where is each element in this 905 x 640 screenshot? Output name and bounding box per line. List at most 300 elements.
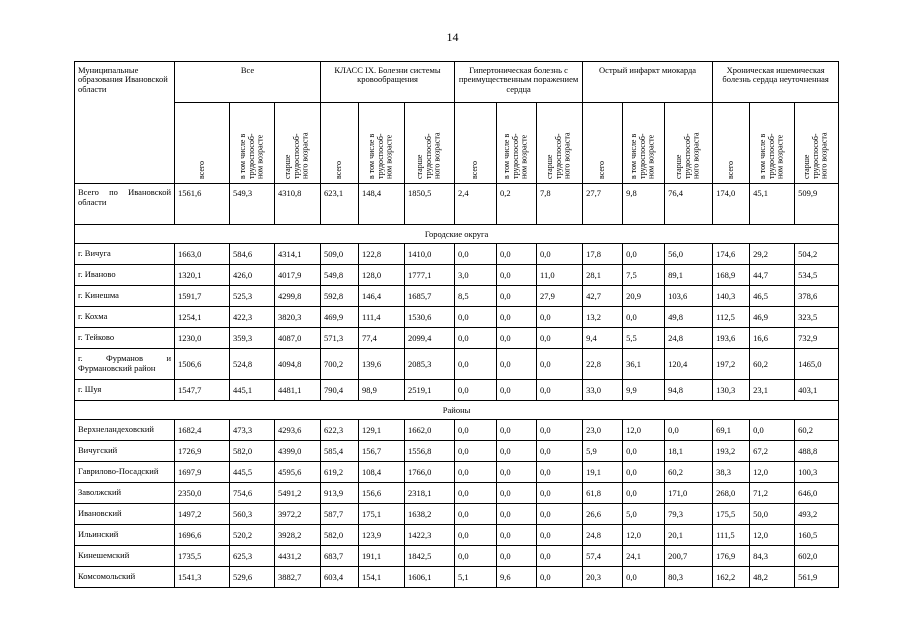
value-cell: 0,0: [497, 307, 537, 328]
table-row: [75, 420, 839, 441]
subheader-total: [583, 103, 623, 184]
table-row: [75, 286, 839, 307]
value-cell: 3820,3: [275, 307, 321, 328]
value-cell: 625,3: [230, 546, 275, 567]
value-cell: 50,0: [750, 504, 795, 525]
subheader-label: в том числе в трудоспособ- ном возрасте: [629, 133, 656, 179]
value-cell: 0,0: [497, 286, 537, 307]
value-cell: 0,0: [455, 380, 497, 401]
subheader-label: в том числе в трудоспособ- ном возрасте: [237, 133, 265, 179]
value-cell: 1410,0: [405, 244, 455, 265]
value-cell: 0,0: [623, 244, 665, 265]
value-cell: 146,4: [359, 286, 405, 307]
value-cell: 9,4: [583, 328, 623, 349]
value-cell: 13,2: [583, 307, 623, 328]
value-cell: 140,3: [713, 286, 750, 307]
value-cell: 571,3: [321, 328, 359, 349]
value-cell: 0,0: [497, 462, 537, 483]
value-cell: 71,2: [750, 483, 795, 504]
value-cell: 79,3: [665, 504, 713, 525]
section-row: [75, 225, 839, 244]
table-row: [75, 546, 839, 567]
value-cell: 48,2: [750, 567, 795, 588]
value-cell: 12,0: [623, 420, 665, 441]
value-cell: 0,0: [455, 441, 497, 462]
value-cell: 1465,0: [795, 349, 839, 380]
value-cell: 19,1: [583, 462, 623, 483]
value-cell: 129,1: [359, 420, 405, 441]
value-cell: 0,0: [537, 462, 583, 483]
value-cell: 7,8: [537, 184, 583, 225]
value-cell: 5491,2: [275, 483, 321, 504]
subheader-label: в том числе в трудоспособ- ном возрасте: [367, 133, 394, 179]
value-cell: 22,8: [583, 349, 623, 380]
value-cell: 122,8: [359, 244, 405, 265]
value-cell: 160,5: [795, 525, 839, 546]
table-row: [75, 483, 839, 504]
value-cell: 123,9: [359, 525, 405, 546]
value-cell: 42,7: [583, 286, 623, 307]
value-cell: 0,0: [623, 441, 665, 462]
value-cell: 38,3: [713, 462, 750, 483]
value-cell: 0,0: [497, 441, 537, 462]
value-cell: 130,3: [713, 380, 750, 401]
value-cell: 1506,6: [175, 349, 230, 380]
value-cell: 2099,4: [405, 328, 455, 349]
value-cell: 1497,2: [175, 504, 230, 525]
value-cell: 603,4: [321, 567, 359, 588]
value-cell: 1850,5: [405, 184, 455, 225]
value-cell: 1320,1: [175, 265, 230, 286]
group-header-ischemic: Хроническая ишемическая болезнь сердца неуточненная: [713, 62, 839, 103]
value-cell: 24,1: [623, 546, 665, 567]
value-cell: 754,6: [230, 483, 275, 504]
table-row: [75, 525, 839, 546]
value-cell: 1541,3: [175, 567, 230, 588]
subheader-working-age: [359, 103, 405, 184]
value-cell: 1735,5: [175, 546, 230, 567]
subheader-over-working-age: [275, 103, 321, 184]
subheader-label: старше трудоспособ- ного возраста: [283, 132, 310, 179]
value-cell: 60,2: [750, 349, 795, 380]
value-cell: 44,7: [750, 265, 795, 286]
value-cell: 4595,6: [275, 462, 321, 483]
value-cell: 549,3: [230, 184, 275, 225]
group-header-infarction: Острый инфаркт миокарда: [583, 62, 713, 103]
value-cell: 4314,1: [275, 244, 321, 265]
value-cell: 1726,9: [175, 441, 230, 462]
value-cell: 0,0: [497, 380, 537, 401]
value-cell: 0,0: [455, 504, 497, 525]
value-cell: 9,6: [497, 567, 537, 588]
value-cell: 0,0: [537, 525, 583, 546]
subheader-label: всего: [196, 160, 206, 179]
value-cell: 0,0: [537, 328, 583, 349]
value-cell: 23,1: [750, 380, 795, 401]
table-row: [75, 244, 839, 265]
value-cell: 4299,8: [275, 286, 321, 307]
group-header-all: Все: [175, 62, 321, 103]
value-cell: 1606,1: [405, 567, 455, 588]
table-row: [75, 567, 839, 588]
subheader-label: всего: [470, 160, 480, 179]
value-cell: 378,6: [795, 286, 839, 307]
value-cell: 111,5: [713, 525, 750, 546]
value-cell: 445,1: [230, 380, 275, 401]
value-cell: 623,1: [321, 184, 359, 225]
value-cell: 0,0: [537, 546, 583, 567]
value-cell: 84,3: [750, 546, 795, 567]
value-cell: 20,1: [665, 525, 713, 546]
value-cell: 2085,3: [405, 349, 455, 380]
value-cell: 0,0: [537, 380, 583, 401]
value-cell: 700,2: [321, 349, 359, 380]
value-cell: 504,2: [795, 244, 839, 265]
value-cell: 197,2: [713, 349, 750, 380]
value-cell: 1230,0: [175, 328, 230, 349]
value-cell: 0,0: [623, 307, 665, 328]
value-cell: 18,1: [665, 441, 713, 462]
table-row: [75, 265, 839, 286]
value-cell: 98,9: [359, 380, 405, 401]
value-cell: 0,0: [623, 567, 665, 588]
value-cell: 193,2: [713, 441, 750, 462]
table-row: [75, 462, 839, 483]
value-cell: 2318,1: [405, 483, 455, 504]
subheader-over-working-age: [665, 103, 713, 184]
value-cell: 175,1: [359, 504, 405, 525]
group-header-row: [75, 62, 839, 103]
value-cell: 0,0: [497, 483, 537, 504]
value-cell: 193,6: [713, 328, 750, 349]
value-cell: 422,3: [230, 307, 275, 328]
value-cell: 582,0: [230, 441, 275, 462]
value-cell: 2519,1: [405, 380, 455, 401]
value-cell: 0,0: [455, 244, 497, 265]
subheader-total: [713, 103, 750, 184]
value-cell: 4017,9: [275, 265, 321, 286]
subheader-label: старше трудоспособ- ного возраста: [802, 132, 829, 179]
value-cell: 0,0: [665, 420, 713, 441]
row-name: Заволжский: [75, 483, 175, 504]
value-cell: 268,0: [713, 483, 750, 504]
value-cell: 0,0: [455, 307, 497, 328]
value-cell: 60,2: [795, 420, 839, 441]
value-cell: 445,5: [230, 462, 275, 483]
table-body: [75, 184, 839, 588]
value-cell: 89,1: [665, 265, 713, 286]
value-cell: 0,0: [455, 328, 497, 349]
subheader-row: [75, 103, 839, 184]
value-cell: 12,0: [750, 462, 795, 483]
value-cell: 602,0: [795, 546, 839, 567]
value-cell: 1591,7: [175, 286, 230, 307]
value-cell: 12,0: [750, 525, 795, 546]
value-cell: 549,8: [321, 265, 359, 286]
value-cell: 156,6: [359, 483, 405, 504]
value-cell: 0,0: [623, 462, 665, 483]
value-cell: 0,0: [537, 420, 583, 441]
value-cell: 80,3: [665, 567, 713, 588]
value-cell: 4087,0: [275, 328, 321, 349]
value-cell: 0,0: [537, 244, 583, 265]
value-cell: 0,0: [455, 525, 497, 546]
value-cell: 148,4: [359, 184, 405, 225]
value-cell: 1663,0: [175, 244, 230, 265]
value-cell: 191,1: [359, 546, 405, 567]
value-cell: 23,0: [583, 420, 623, 441]
subheader-label: в том числе в трудоспособ- ном возрасте: [757, 133, 785, 179]
value-cell: 57,4: [583, 546, 623, 567]
value-cell: 8,5: [455, 286, 497, 307]
subheader-label: всего: [725, 160, 735, 179]
municipality-header: Муниципальные образования Ивановской области: [75, 62, 175, 184]
value-cell: 0,0: [455, 546, 497, 567]
value-cell: 683,7: [321, 546, 359, 567]
row-name: г. Кинешма: [75, 286, 175, 307]
value-cell: 323,5: [795, 307, 839, 328]
value-cell: 67,2: [750, 441, 795, 462]
table-row: [75, 349, 839, 380]
value-cell: 3928,2: [275, 525, 321, 546]
section-title: Районы: [75, 401, 839, 420]
value-cell: 103,6: [665, 286, 713, 307]
value-cell: 0,0: [455, 349, 497, 380]
value-cell: 1777,1: [405, 265, 455, 286]
value-cell: 0,0: [497, 265, 537, 286]
row-name: Гаврилово-Посадский: [75, 462, 175, 483]
value-cell: 426,0: [230, 265, 275, 286]
subheader-total: [175, 103, 230, 184]
value-cell: 171,0: [665, 483, 713, 504]
subheader-label: всего: [597, 160, 607, 179]
table-row: [75, 380, 839, 401]
value-cell: 0,0: [497, 546, 537, 567]
value-cell: 1697,9: [175, 462, 230, 483]
value-cell: 100,3: [795, 462, 839, 483]
value-cell: 24,8: [583, 525, 623, 546]
value-cell: 509,0: [321, 244, 359, 265]
value-cell: 473,3: [230, 420, 275, 441]
value-cell: 0,2: [497, 184, 537, 225]
value-cell: 592,8: [321, 286, 359, 307]
row-name: Ильинский: [75, 525, 175, 546]
value-cell: 4431,2: [275, 546, 321, 567]
value-cell: 732,9: [795, 328, 839, 349]
value-cell: 4094,8: [275, 349, 321, 380]
row-name: Всего по Ивановской области: [75, 184, 175, 225]
subheader-label: в том числе в трудоспособ- ном возрасте: [502, 133, 529, 179]
value-cell: 4399,0: [275, 441, 321, 462]
value-cell: 176,9: [713, 546, 750, 567]
table-row: [75, 441, 839, 462]
value-cell: 0,0: [537, 349, 583, 380]
row-name: г. Тейково: [75, 328, 175, 349]
subheader-label: старше трудоспособ- ного возраста: [674, 132, 701, 179]
value-cell: 11,0: [537, 265, 583, 286]
value-cell: 174,6: [713, 244, 750, 265]
subheader-working-age: [623, 103, 665, 184]
value-cell: 3,0: [455, 265, 497, 286]
subheader-label: старше трудоспособ- ного возраста: [545, 132, 572, 179]
subheader-total: [455, 103, 497, 184]
value-cell: 1254,1: [175, 307, 230, 328]
page-number: 14: [446, 30, 459, 44]
row-name: Верхнеландеховский: [75, 420, 175, 441]
table-row: [75, 307, 839, 328]
subheader-over-working-age: [405, 103, 455, 184]
value-cell: 27,7: [583, 184, 623, 225]
value-cell: 156,7: [359, 441, 405, 462]
value-cell: 3972,2: [275, 504, 321, 525]
value-cell: 45,1: [750, 184, 795, 225]
value-cell: 0,0: [455, 420, 497, 441]
value-cell: 0,0: [497, 525, 537, 546]
value-cell: 1422,3: [405, 525, 455, 546]
value-cell: 7,5: [623, 265, 665, 286]
value-cell: 111,4: [359, 307, 405, 328]
value-cell: 0,0: [750, 420, 795, 441]
value-cell: 0,0: [537, 307, 583, 328]
value-cell: 9,9: [623, 380, 665, 401]
value-cell: 646,0: [795, 483, 839, 504]
value-cell: 4481,1: [275, 380, 321, 401]
value-cell: 0,0: [455, 462, 497, 483]
value-cell: 582,0: [321, 525, 359, 546]
value-cell: 69,1: [713, 420, 750, 441]
subheader-over-working-age: [795, 103, 839, 184]
value-cell: 2350,0: [175, 483, 230, 504]
value-cell: 24,8: [665, 328, 713, 349]
subheader-working-age: [230, 103, 275, 184]
value-cell: 56,0: [665, 244, 713, 265]
row-name: г. Фурманов и Фурмановский район: [75, 349, 175, 380]
value-cell: 469,9: [321, 307, 359, 328]
value-cell: 120,4: [665, 349, 713, 380]
value-cell: 20,9: [623, 286, 665, 307]
value-cell: 46,5: [750, 286, 795, 307]
row-name: Вичугский: [75, 441, 175, 462]
value-cell: 0,0: [497, 328, 537, 349]
table-row: [75, 184, 839, 225]
value-cell: 46,9: [750, 307, 795, 328]
group-header-class-ix: КЛАСС IX. Болезни системы кровообращения: [321, 62, 455, 103]
subheader-total: [321, 103, 359, 184]
value-cell: 585,4: [321, 441, 359, 462]
value-cell: 26,6: [583, 504, 623, 525]
value-cell: 16,6: [750, 328, 795, 349]
value-cell: 1561,6: [175, 184, 230, 225]
value-cell: 60,2: [665, 462, 713, 483]
value-cell: 27,9: [537, 286, 583, 307]
value-cell: 0,0: [537, 567, 583, 588]
value-cell: 29,2: [750, 244, 795, 265]
value-cell: 560,3: [230, 504, 275, 525]
value-cell: 76,4: [665, 184, 713, 225]
table-row: [75, 328, 839, 349]
value-cell: 175,5: [713, 504, 750, 525]
subheader-label: старше трудоспособ- ного возраста: [415, 132, 442, 179]
value-cell: 1766,0: [405, 462, 455, 483]
value-cell: 488,8: [795, 441, 839, 462]
value-cell: 403,1: [795, 380, 839, 401]
value-cell: 36,1: [623, 349, 665, 380]
value-cell: 1638,2: [405, 504, 455, 525]
row-name: г. Кохма: [75, 307, 175, 328]
value-cell: 168,9: [713, 265, 750, 286]
value-cell: 17,8: [583, 244, 623, 265]
value-cell: 139,6: [359, 349, 405, 380]
value-cell: 200,7: [665, 546, 713, 567]
row-name: Кинешемский: [75, 546, 175, 567]
value-cell: 94,8: [665, 380, 713, 401]
value-cell: 112,5: [713, 307, 750, 328]
table-row: [75, 504, 839, 525]
value-cell: 1547,7: [175, 380, 230, 401]
value-cell: 1662,0: [405, 420, 455, 441]
section-title: Городские округа: [75, 225, 839, 244]
value-cell: 493,2: [795, 504, 839, 525]
value-cell: 5,9: [583, 441, 623, 462]
value-cell: 5,0: [623, 504, 665, 525]
table-header: [75, 62, 839, 184]
value-cell: 0,0: [537, 441, 583, 462]
value-cell: 534,5: [795, 265, 839, 286]
value-cell: 0,0: [623, 483, 665, 504]
value-cell: 0,0: [455, 483, 497, 504]
row-name: г. Вичуга: [75, 244, 175, 265]
value-cell: 9,8: [623, 184, 665, 225]
subheader-label: всего: [334, 160, 344, 179]
row-name: Ивановский: [75, 504, 175, 525]
section-row: [75, 401, 839, 420]
subheader-working-age: [750, 103, 795, 184]
value-cell: 12,0: [623, 525, 665, 546]
value-cell: 154,1: [359, 567, 405, 588]
row-name: Комсомольский: [75, 567, 175, 588]
value-cell: 0,0: [497, 349, 537, 380]
value-cell: 33,0: [583, 380, 623, 401]
value-cell: 0,0: [497, 420, 537, 441]
value-cell: 525,3: [230, 286, 275, 307]
value-cell: 1556,8: [405, 441, 455, 462]
value-cell: 0,0: [537, 483, 583, 504]
value-cell: 28,1: [583, 265, 623, 286]
row-name: г. Шуя: [75, 380, 175, 401]
value-cell: 622,3: [321, 420, 359, 441]
value-cell: 790,4: [321, 380, 359, 401]
value-cell: 77,4: [359, 328, 405, 349]
statistics-table: [74, 61, 839, 588]
value-cell: 509,9: [795, 184, 839, 225]
value-cell: 520,2: [230, 525, 275, 546]
value-cell: 4310,8: [275, 184, 321, 225]
row-name: г. Иваново: [75, 265, 175, 286]
value-cell: 2,4: [455, 184, 497, 225]
value-cell: 1530,6: [405, 307, 455, 328]
value-cell: 4293,6: [275, 420, 321, 441]
value-cell: 529,6: [230, 567, 275, 588]
value-cell: 561,9: [795, 567, 839, 588]
value-cell: 3882,7: [275, 567, 321, 588]
value-cell: 128,0: [359, 265, 405, 286]
subheader-working-age: [497, 103, 537, 184]
value-cell: 108,4: [359, 462, 405, 483]
value-cell: 162,2: [713, 567, 750, 588]
value-cell: 49,8: [665, 307, 713, 328]
value-cell: 0,0: [537, 504, 583, 525]
subheader-over-working-age: [537, 103, 583, 184]
